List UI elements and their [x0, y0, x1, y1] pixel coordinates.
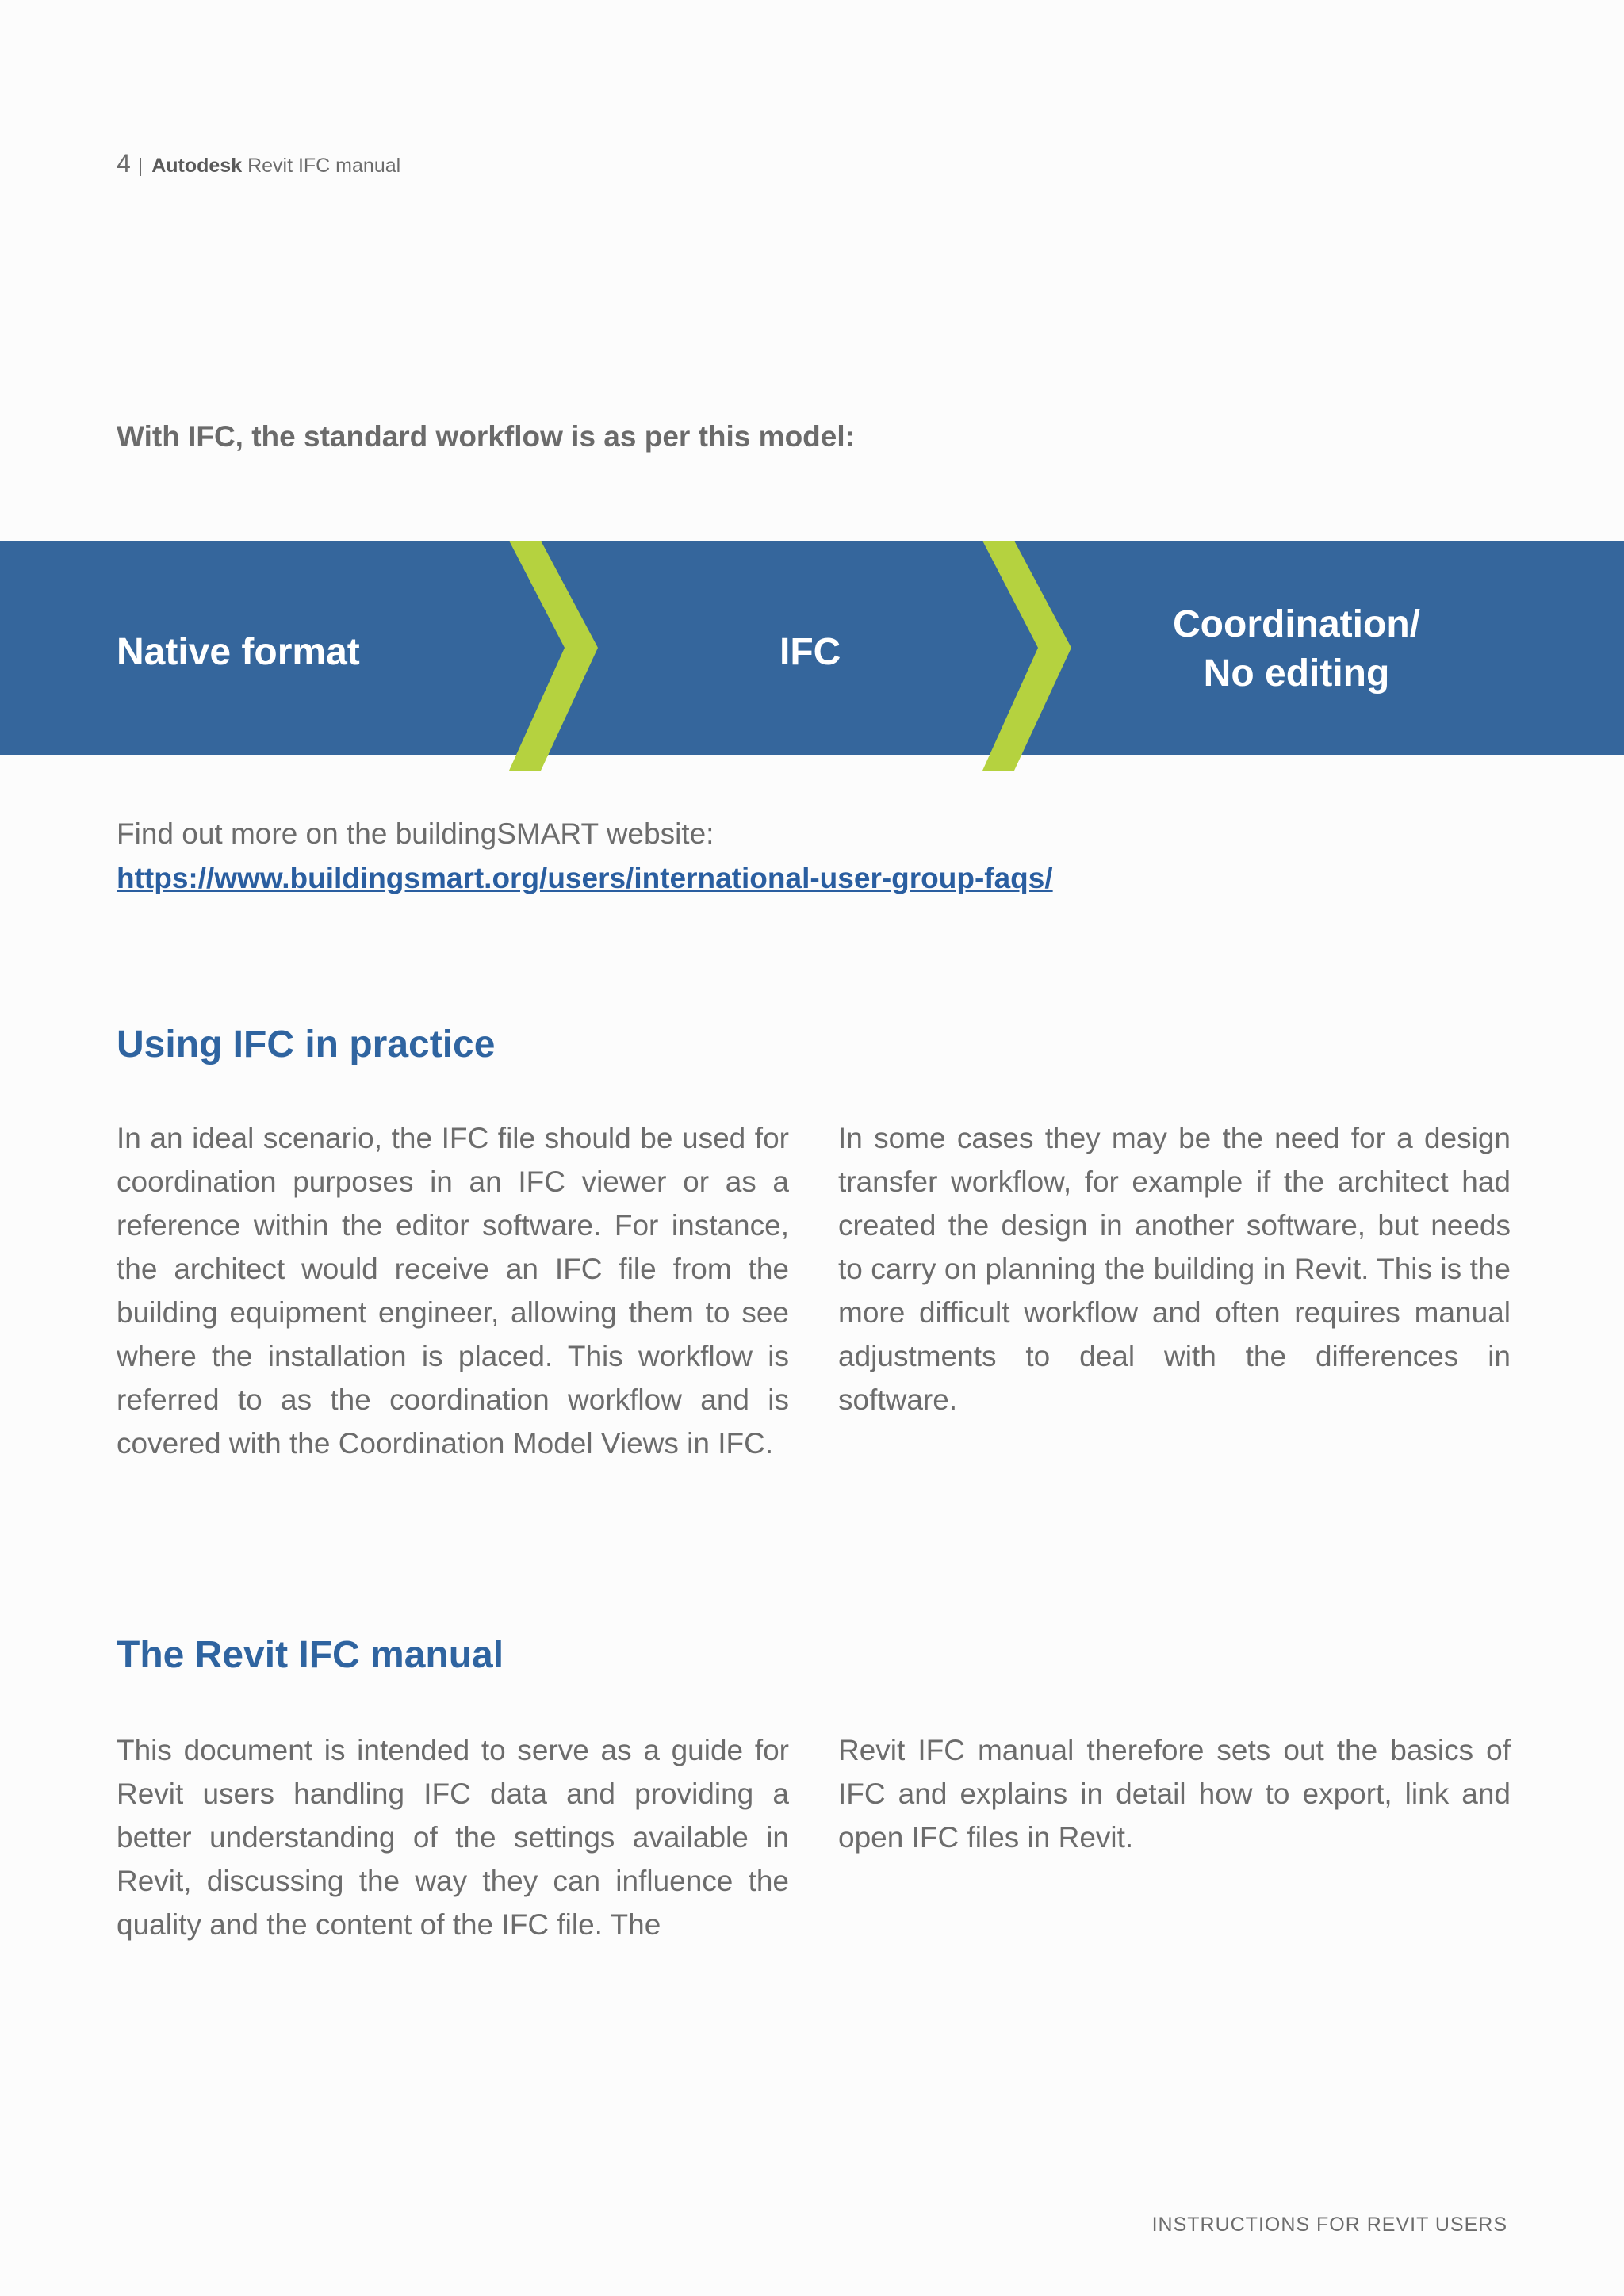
brand-name: Autodesk [151, 155, 243, 177]
workflow-step-ifc: IFC [779, 631, 841, 673]
more-info [117, 812, 1053, 901]
more-info-text: Find out more on the buildingSMART website: [117, 817, 714, 850]
revit-manual-left-column: This document is intended to serve as a guide for Revit users handling IFC data and providing a better understanding of the settings available in Revit, discussing the way they can influence the quality and the content of the IFC file. The [117, 1734, 789, 1941]
workflow-step-native-format: Native format [117, 631, 360, 673]
coordination-line-2: No editing [1203, 652, 1390, 695]
document-title: Revit IFC manual [247, 155, 401, 177]
using-ifc-right-column: In some cases they may be the need for a design transfer workflow, for example if the architect had created the design in another software, but needs to carry on planning the building in Revit. This is the more difficult workflow and often requires manual adjustments to deal with the differences in software. [838, 1122, 1511, 1416]
buildingsmart-link[interactable]: https://www.buildingsmart.org/users/international-user-group-faqs/ [117, 862, 1053, 894]
page-number: 4 [117, 149, 131, 178]
revit-manual-right-column: Revit IFC manual therefore sets out the basics of IFC and explains in detail how to export, link and open IFC files in Revit. [838, 1734, 1511, 1854]
workflow-step-coordination [1166, 600, 1427, 698]
section-heading-revit-manual: The Revit IFC manual [117, 1634, 504, 1676]
page-header [117, 151, 400, 178]
workflow-intro: With IFC, the standard workflow is as per this model: [117, 420, 855, 453]
header-separator: | [137, 155, 144, 177]
section-heading-using-ifc: Using IFC in practice [117, 1024, 496, 1066]
using-ifc-left-column: In an ideal scenario, the IFC file should be used for coordination purposes in an IFC viewer or as a reference within the editor software. For instance, the architect would receive an IFC file from the building equipment engineer, allowing them to see where the installation is placed. This workflow is referred to as the coordination workflow and is covered with the Coordination Model Views in IFC. [117, 1122, 789, 1460]
coordination-line-1: Coordination/ [1173, 603, 1420, 645]
page-footer: INSTRUCTIONS FOR REVIT USERS [1151, 2214, 1507, 2236]
